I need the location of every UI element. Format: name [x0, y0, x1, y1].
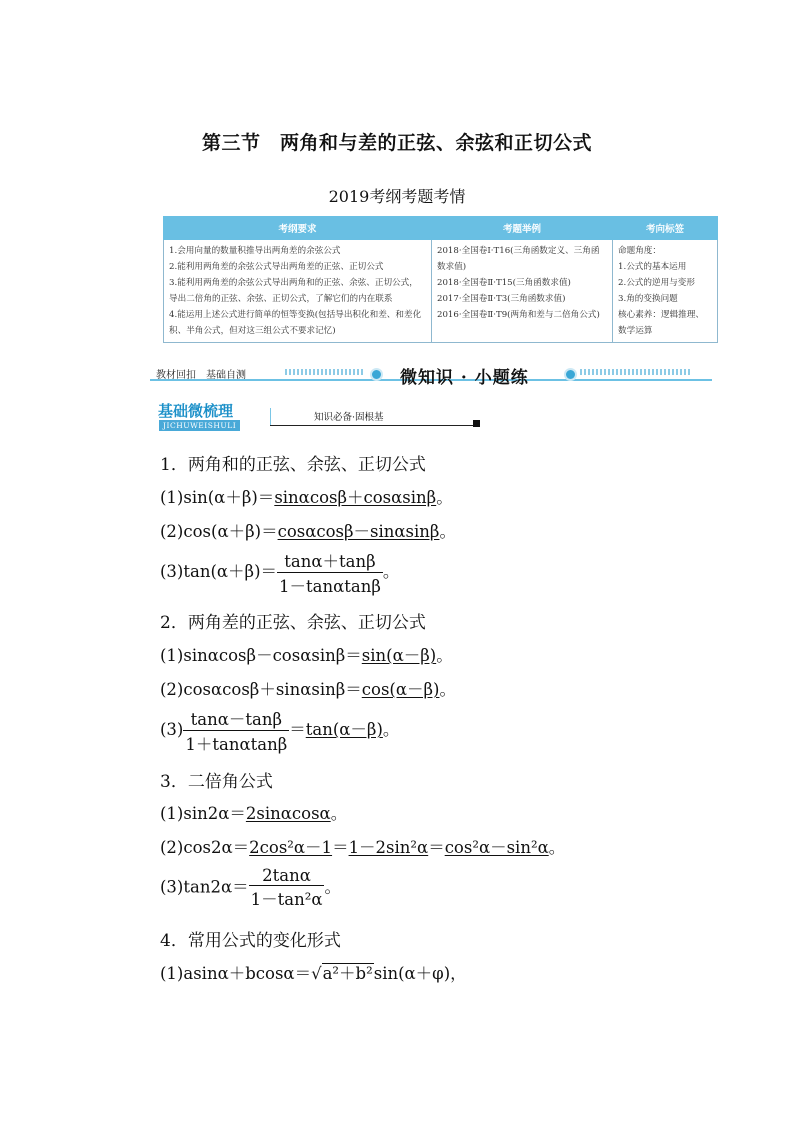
list-item: 核心素养：逻辑推理、数学运算: [618, 310, 704, 336]
list-item: 2018·全国卷Ⅰ·T16(三角函数定义、三角函数求值): [437, 246, 600, 272]
formula-end: 。: [436, 646, 453, 665]
formula-end: 。: [439, 680, 456, 699]
badge-divider: [270, 408, 271, 426]
syllabus-table: [163, 216, 718, 343]
banner-stripe-left: [285, 369, 365, 375]
banner-left-label: 教材回扣 基础自测: [156, 370, 246, 381]
list-item: 1.会用向量的数量积推导出两角差的余弦公式: [169, 246, 341, 256]
table-cell-examples: [432, 240, 613, 343]
formula-lhs: (2)cos(α＋β)＝: [160, 522, 278, 541]
formula-answer: sinαcosβ＋cosαsinβ: [274, 488, 437, 507]
formula-line: [160, 834, 565, 858]
formula-answer: cosαcosβ－sinαsinβ: [277, 522, 440, 541]
formula-line: [160, 800, 347, 824]
fraction-denominator: 1－tanαtanβ: [279, 577, 381, 596]
formula-answer: sin(α－β): [361, 646, 437, 665]
formula-lhs: (3): [160, 720, 184, 739]
formula-end: 。: [436, 488, 453, 507]
formula-end: 。: [324, 877, 341, 897]
fraction: [183, 706, 289, 755]
formula-lhs: (2)cos2α＝: [160, 838, 250, 857]
formula-equals: ＝: [428, 838, 445, 857]
formula-rest: sin(α＋φ)，: [373, 964, 467, 983]
formula-end: 。: [330, 804, 348, 823]
fraction: [249, 866, 325, 910]
formula-equals: ＝: [332, 838, 349, 857]
badge-underline: [270, 425, 475, 426]
formula-end: 。: [439, 522, 456, 541]
formula-line: [160, 960, 467, 984]
list-item: 2018·全国卷Ⅱ·T15(三角函数求值): [437, 278, 571, 288]
formula-end: 。: [382, 562, 400, 581]
list-item: 4.能运用上述公式进行简单的恒等变换(包括导出积化和差、和差化积、半角公式，但对这三组公式不要求记忆): [169, 310, 422, 336]
formula-end: 。: [548, 838, 566, 857]
section-heading: 1．两角和的正弦、余弦、正切公式: [160, 455, 426, 475]
fraction-denominator: 1－tan²α: [250, 890, 323, 909]
formula-lhs: (1)sinαcosβ－cosαsinβ＝: [160, 646, 362, 665]
list-item: 2017·全国卷Ⅱ·T3(三角函数求值): [437, 294, 566, 304]
fraction-numerator: 2tanα: [249, 866, 325, 886]
banner-stripe-right: [580, 369, 690, 375]
formula-line: [160, 484, 453, 508]
formula-line: [160, 642, 453, 666]
list-item: 2.能利用两角差的余弦公式导出两角差的正弦、正切公式: [169, 262, 384, 272]
badge-pinyin: JICHUWEISHULI: [159, 420, 240, 431]
table-cell-tags: [613, 240, 718, 343]
section-subtitle: 2019考纲考题考情: [328, 187, 466, 206]
table-header-tags: 考向标签: [613, 217, 718, 240]
list-item: 2016·全国卷Ⅱ·T9(两角和差与二倍角公式): [437, 310, 600, 320]
formula-lhs: (3)tan(α＋β)＝: [160, 562, 278, 581]
section-heading: 3．二倍角公式: [160, 772, 273, 792]
fraction-numerator: tanα－tanβ: [183, 706, 289, 731]
formula-lhs: (2)cosαcosβ＋sinαsinβ＝: [160, 680, 362, 699]
banner-dot-icon: [564, 368, 577, 381]
page-title: 第三节 两角和与差的正弦、余弦和正切公式: [201, 132, 592, 154]
formula-lhs: (3)tan2α＝: [160, 877, 249, 897]
sqrt-icon: √: [311, 964, 322, 983]
list-item: 3.能利用两角差的余弦公式导出两角和的正弦、余弦、正切公式，导出二倍角的正弦、余弦、正切公式，了解它们的内在联系: [169, 278, 418, 304]
formula-lhs: (1)sin2α＝: [160, 804, 246, 823]
formula-line: [160, 548, 399, 597]
formula-line: [160, 866, 341, 910]
formula-line: [160, 676, 456, 700]
banner-title: 微知识 · 小题练: [400, 368, 529, 388]
formula-end: 。: [382, 720, 400, 739]
formula-equals: ＝: [289, 720, 306, 739]
banner-dot-icon: [370, 368, 383, 381]
fraction-numerator: tanα＋tanβ: [277, 548, 383, 573]
sqrt-radicand: a²＋b²: [322, 964, 373, 983]
badge-title: 基础微梳理: [158, 402, 234, 420]
table-header-requirements: 考纲要求: [164, 217, 432, 240]
square-bullet-icon: [473, 420, 480, 427]
formula-answer: 1－2sin²α: [348, 838, 429, 857]
formula-answer: cos²α－sin²α: [444, 838, 549, 857]
formula-answer: cos(α－β): [361, 680, 440, 699]
formula-answer: 2sinαcosα: [245, 804, 331, 823]
list-item: 2.公式的逆用与变形: [618, 278, 695, 288]
formula-line: [160, 518, 456, 542]
formula-line: [160, 706, 399, 755]
table-cell-requirements: [164, 240, 432, 343]
table-header-examples: 考题举例: [432, 217, 613, 240]
list-item: 3.角的变换问题: [618, 294, 678, 304]
formula-answer: 2cos²α－1: [249, 838, 333, 857]
fraction-denominator: 1＋tanαtanβ: [185, 735, 288, 754]
badge-tagline: 知识必备·固根基: [314, 412, 384, 423]
list-item: 命题角度：: [618, 246, 661, 256]
section-badge: [158, 400, 270, 430]
fraction: [277, 548, 383, 597]
list-item: 1.公式的基本运用: [618, 262, 687, 272]
formula-lhs: (1)asinα＋bcosα＝: [160, 964, 312, 983]
section-banner: [150, 363, 712, 388]
section-heading: 2．两角差的正弦、余弦、正切公式: [160, 613, 426, 633]
formula-answer: tan(α－β): [305, 720, 383, 739]
section-heading: 4．常用公式的变化形式: [160, 931, 341, 951]
formula-lhs: (1)sin(α＋β)＝: [160, 488, 275, 507]
